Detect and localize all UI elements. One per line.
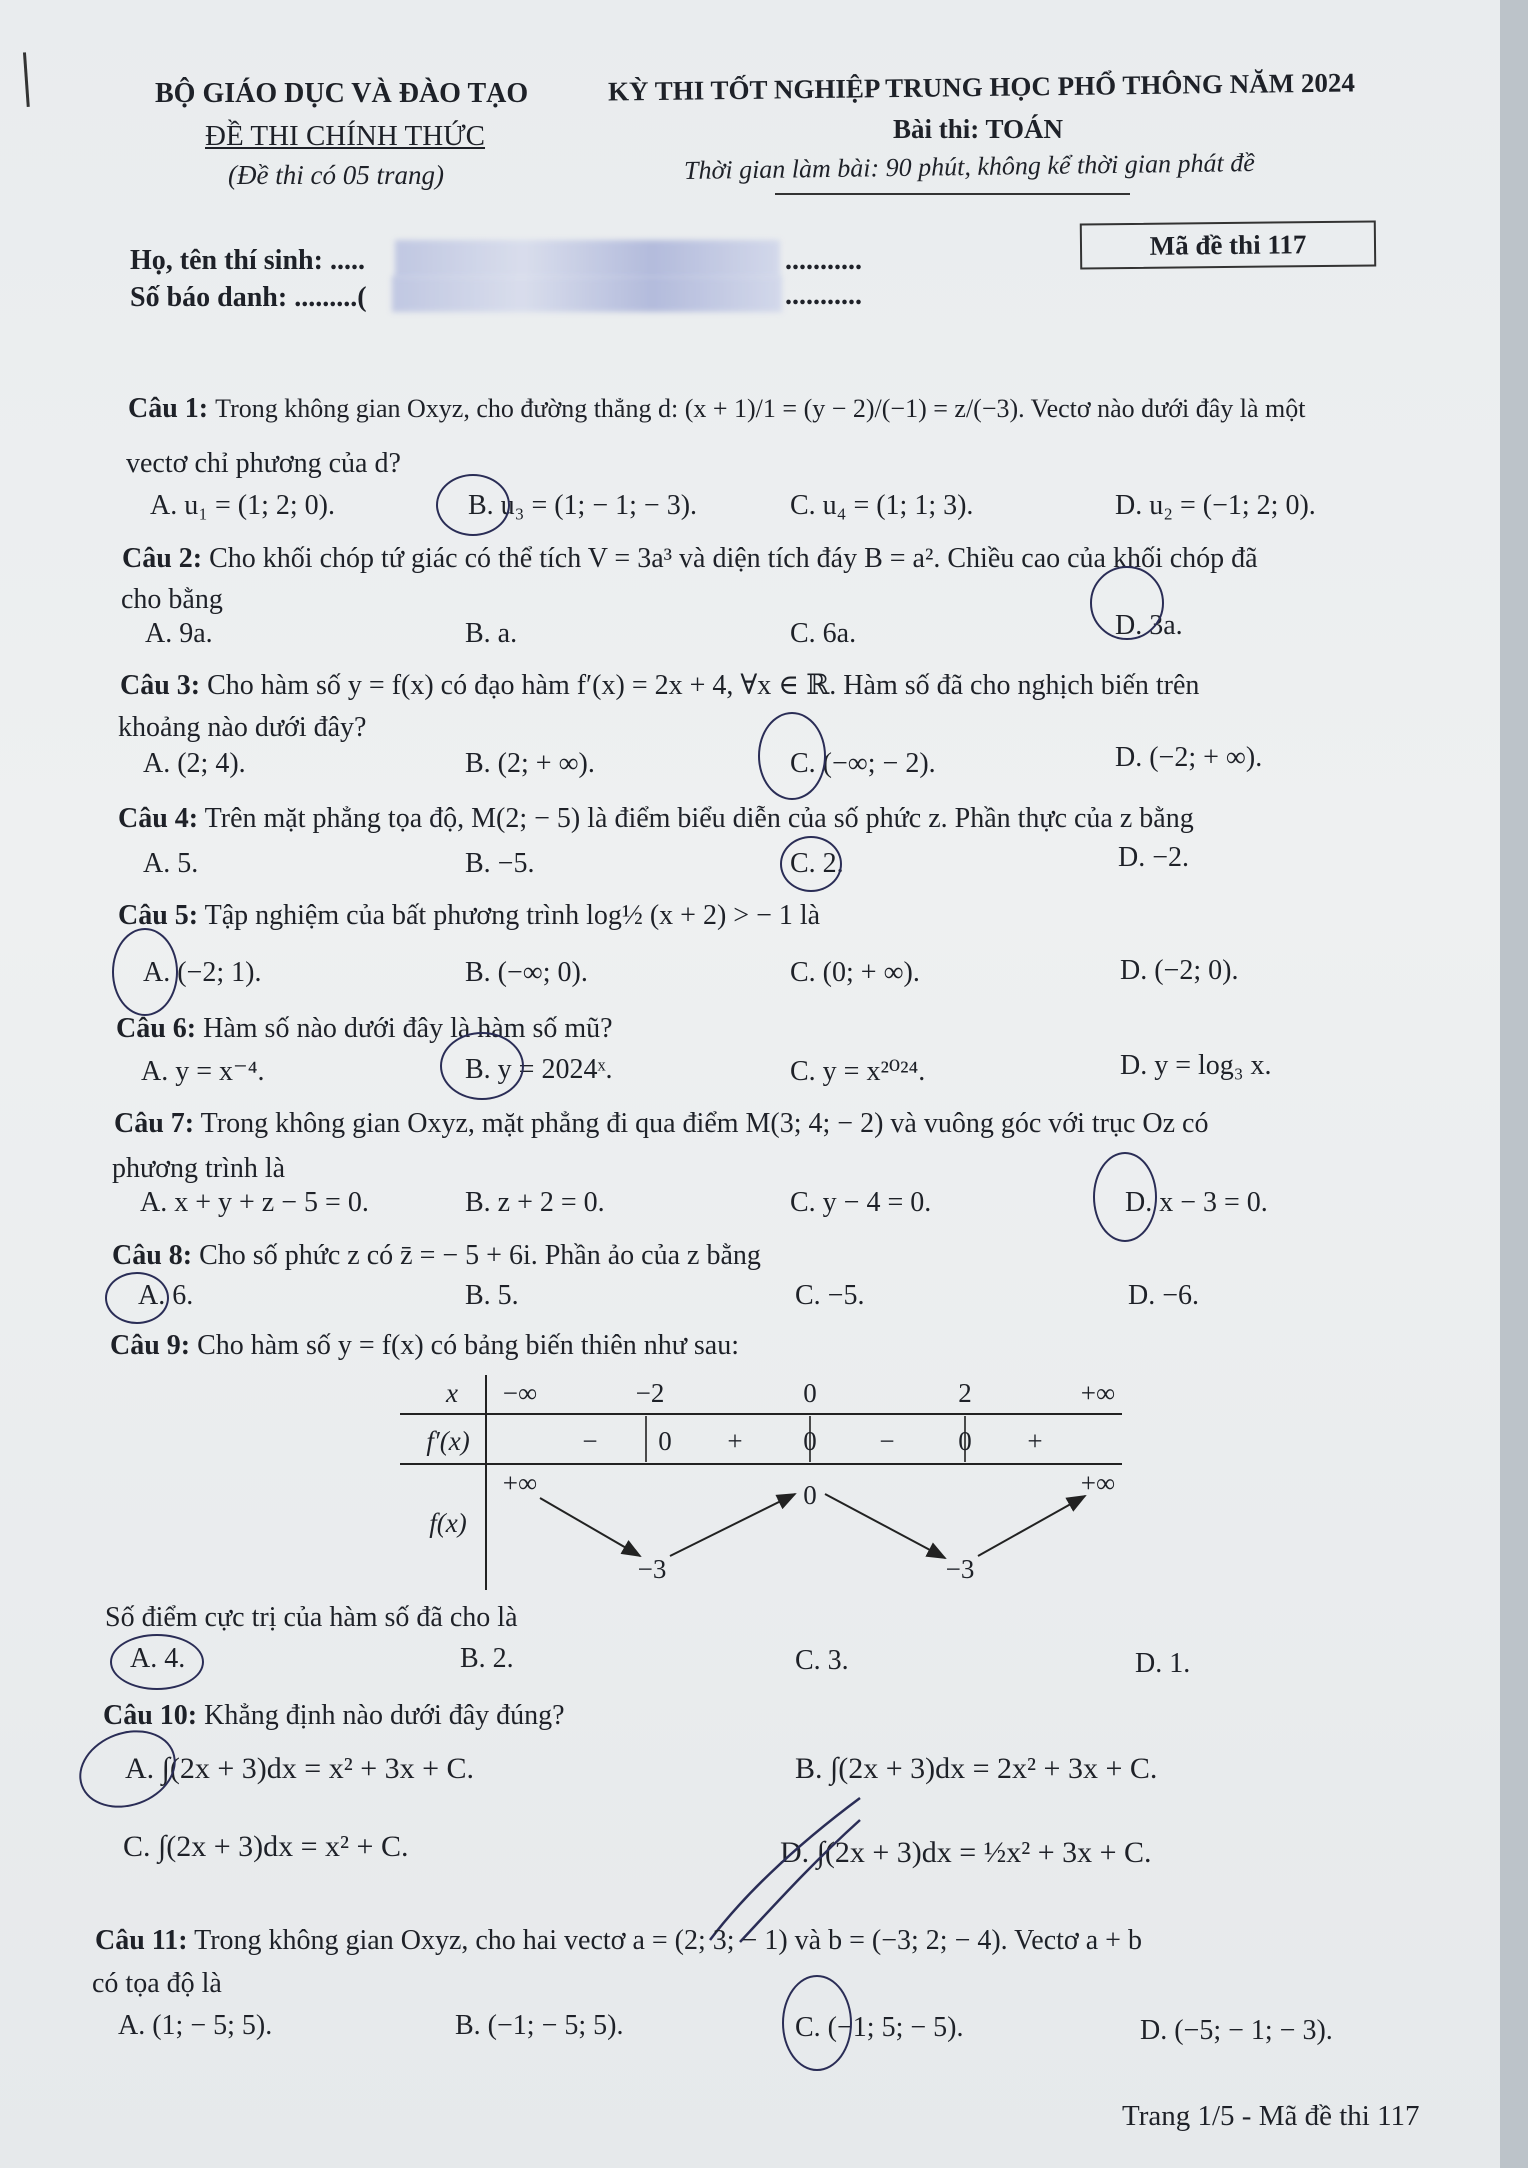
- header-rule: [775, 193, 1130, 195]
- exam-code-box: [1080, 220, 1376, 269]
- q9-option-a[interactable]: A. 4.: [130, 1643, 186, 1674]
- q6-option-d[interactable]: D. y = log₃ x.: [1120, 1050, 1272, 1081]
- name-dots-end: ...........: [785, 245, 862, 276]
- variation-table: [400, 1370, 1130, 1600]
- id-dots-end: ...........: [785, 280, 862, 311]
- table-fp-sign-4: +: [1027, 1426, 1043, 1456]
- q8-label: Câu 8:: [112, 1240, 193, 1271]
- q2-text2: cho bằng: [121, 584, 223, 615]
- table-f-min-2: −3: [945, 1554, 975, 1584]
- q9-text: Cho hàm số y = f(x) có bảng biến thiên như sau:: [197, 1330, 739, 1361]
- q2-label: Câu 2:: [122, 543, 203, 574]
- q5-text: Tập nghiệm của bất phương trình log½ (x + 2) > − 1 là: [204, 900, 821, 931]
- name-dots: .....: [329, 245, 365, 276]
- table-fp-sign-3: −: [879, 1426, 895, 1456]
- q3-option-b[interactable]: B. (2; + ∞).: [465, 748, 595, 779]
- name-label: Họ, tên thí sinh:: [130, 245, 330, 276]
- q3-text: Cho hàm số y = f(x) có đạo hàm f′(x) = 2x + 4, ∀x ∈ ℝ. Hàm số đã cho nghịch biến trên: [207, 670, 1200, 701]
- q2-option-d[interactable]: D. 3a.: [1115, 610, 1183, 641]
- q8-option-d[interactable]: D. −6.: [1128, 1280, 1200, 1311]
- table-f-label: f(x): [429, 1508, 467, 1538]
- q8-text: Cho số phức z có z̄ = − 5 + 6i. Phần ảo của z bằng: [199, 1240, 761, 1271]
- time-note: Thời gian làm bài: 90 phút, không kể thời gian phát đề: [683, 148, 1255, 185]
- question-10: [103, 1700, 565, 1732]
- question-6: [116, 1013, 613, 1045]
- answer-mark-q1: [436, 474, 510, 536]
- q9-label: Câu 9:: [110, 1330, 191, 1361]
- table-arrow-up-2: [978, 1496, 1085, 1556]
- q5-option-b[interactable]: B. (−∞; 0).: [465, 957, 588, 988]
- q3-option-c[interactable]: C. (−∞; − 2).: [790, 748, 936, 779]
- q4-label: Câu 4:: [118, 803, 199, 834]
- q11-option-d[interactable]: D. (−5; − 1; − 3).: [1140, 2015, 1333, 2046]
- ministry-name: BỘ GIÁO DỤC VÀ ĐÀO TẠO: [155, 78, 529, 109]
- q1-option-c[interactable]: C. u₄ = (1; 1; 3).: [790, 490, 974, 521]
- q11-option-a[interactable]: A. (1; − 5; 5).: [118, 2010, 273, 2041]
- answer-mark-q9: [110, 1634, 204, 1690]
- answer-mark-q10: [68, 1717, 186, 1820]
- q9-option-d[interactable]: D. 1.: [1135, 1648, 1191, 1679]
- exam-code: Mã đề thi 117: [1149, 229, 1307, 261]
- q11-option-c[interactable]: C. (−1; 5; − 5).: [795, 2012, 964, 2043]
- q4-text: Trên mặt phẳng tọa độ, M(2; − 5) là điểm biểu diễn của số phức z. Phần thực của z bằng: [204, 803, 1194, 834]
- q10-option-c[interactable]: C. ∫(2x + 3)dx = x² + C.: [123, 1830, 409, 1863]
- q1-option-b[interactable]: B. u₃ = (1; − 1; − 3).: [468, 490, 698, 521]
- q10-label: Câu 10:: [103, 1700, 198, 1731]
- table-x-neg-inf: −∞: [502, 1378, 538, 1408]
- q2-option-a[interactable]: A. 9a.: [145, 618, 213, 649]
- q8-option-b[interactable]: B. 5.: [465, 1280, 519, 1311]
- table-f-top-right: +∞: [1080, 1468, 1116, 1498]
- question-11: [95, 1925, 1142, 1957]
- answer-mark-q11: [782, 1975, 852, 2071]
- q10-text: Khẳng định nào dưới đây đúng?: [204, 1700, 565, 1731]
- table-x-2: 2: [958, 1378, 972, 1408]
- q11-option-b[interactable]: B. (−1; − 5; 5).: [455, 2010, 624, 2041]
- q5-label: Câu 5:: [118, 900, 199, 931]
- question-8: [112, 1240, 761, 1272]
- table-x-0: 0: [803, 1378, 817, 1408]
- table-f-min-1: −3: [637, 1554, 667, 1584]
- page-footer: Trang 1/5 - Mã đề thi 117: [1122, 2100, 1420, 2132]
- answer-mark-q4: [780, 836, 842, 892]
- subject: Bài thi: TOÁN: [893, 114, 1064, 144]
- question-9: [110, 1330, 739, 1362]
- redacted-name: [395, 240, 780, 278]
- q1-label: Câu 1:: [128, 393, 209, 424]
- q6-option-a[interactable]: A. y = x⁻⁴.: [141, 1056, 265, 1087]
- q7-label: Câu 7:: [114, 1108, 195, 1139]
- table-fp-zero-3: 0: [958, 1426, 972, 1456]
- table-arrow-down-2: [825, 1494, 945, 1558]
- answer-mark-q5: [112, 928, 178, 1016]
- q11-text: Trong không gian Oxyz, cho hai vectơ a = (2; 3; − 1) và b = (−3; 2; − 4). Vectơ a + b: [194, 1925, 1142, 1956]
- q6-text: Hàm số nào dưới đây là hàm số mũ?: [203, 1013, 613, 1044]
- q2-text: Cho khối chóp tứ giác có thể tích V = 3a³ và diện tích đáy B = a². Chiều cao của khối chóp đã: [209, 543, 1258, 574]
- q9-option-b[interactable]: B. 2.: [460, 1643, 514, 1674]
- table-fp-zero-2: 0: [803, 1426, 817, 1456]
- official-label: ĐỀ THI CHÍNH THỨC: [205, 120, 486, 152]
- table-fp-label: f′(x): [426, 1426, 470, 1456]
- q3-text2: khoảng nào dưới đây?: [118, 712, 367, 743]
- table-f-top-left: +∞: [502, 1468, 538, 1498]
- table-x-label: x: [446, 1378, 458, 1408]
- table-arrow-up-1: [670, 1494, 795, 1556]
- q1-text: Trong không gian Oxyz, cho đường thẳng d: (x + 1)/1 = (y − 2)/(−1) = z/(−3). Vectơ nào dưới đây là một: [215, 394, 1306, 423]
- q4-option-b[interactable]: B. −5.: [465, 848, 535, 879]
- q5-option-d[interactable]: D. (−2; 0).: [1120, 955, 1239, 986]
- q7-text: Trong không gian Oxyz, mặt phẳng đi qua điểm M(3; 4; − 2) và vuông góc với trục Oz có: [200, 1108, 1209, 1139]
- q3-label: Câu 3:: [120, 670, 201, 701]
- q9-after: Số điểm cực trị của hàm số đã cho là: [105, 1602, 518, 1633]
- table-x-minus2: −2: [635, 1378, 665, 1408]
- table-fp-sign-1: −: [582, 1426, 598, 1456]
- q7-option-b[interactable]: B. z + 2 = 0.: [465, 1187, 605, 1218]
- q5-option-a[interactable]: A. (−2; 1).: [143, 957, 262, 988]
- q4-option-a[interactable]: A. 5.: [143, 848, 199, 879]
- pages-note: (Đề thi có 05 trang): [228, 160, 444, 190]
- answer-mark-q6: [440, 1032, 524, 1100]
- q1-text2: vectơ chỉ phương của d?: [126, 448, 401, 479]
- table-fp-sign-2: +: [727, 1426, 743, 1456]
- q7-option-a[interactable]: A. x + y + z − 5 = 0.: [140, 1187, 369, 1218]
- id-label: Số báo danh:: [130, 282, 295, 313]
- question-5: [118, 900, 820, 932]
- q7-option-d[interactable]: D. x − 3 = 0.: [1125, 1187, 1268, 1218]
- q8-option-a[interactable]: A. 6.: [138, 1280, 194, 1311]
- table-arrow-down-1: [540, 1498, 640, 1556]
- margin-marker: |: [17, 40, 35, 108]
- q8-option-c[interactable]: C. −5.: [795, 1280, 865, 1311]
- q7-text2: phương trình là: [112, 1153, 286, 1184]
- name-row: [130, 245, 365, 277]
- question-3: [120, 668, 1199, 702]
- table-fp-zero-1: 0: [658, 1426, 672, 1456]
- exam-title: KỲ THI TỐT NGHIỆP TRUNG HỌC PHỔ THÔNG NĂM 2024: [607, 67, 1356, 107]
- q10-option-d[interactable]: D. ∫(2x + 3)dx = ½x² + 3x + C.: [780, 1836, 1152, 1869]
- q7-option-c[interactable]: C. y − 4 = 0.: [790, 1187, 932, 1218]
- redacted-id: [392, 276, 782, 312]
- q1-option-d[interactable]: D. u₂ = (−1; 2; 0).: [1115, 490, 1316, 521]
- table-f-max: 0: [803, 1480, 817, 1510]
- question-7: [114, 1108, 1208, 1140]
- q4-option-c[interactable]: C. 2.: [790, 848, 844, 879]
- answer-mark-q2: [1090, 566, 1164, 640]
- q3-option-a[interactable]: A. (2; 4).: [143, 748, 246, 779]
- q9-option-c[interactable]: C. 3.: [795, 1645, 849, 1676]
- q4-option-d[interactable]: D. −2.: [1118, 842, 1190, 873]
- table-x-pos-inf: +∞: [1080, 1378, 1116, 1408]
- q5-option-c[interactable]: C. (0; + ∞).: [790, 957, 920, 988]
- q2-option-c[interactable]: C. 6a.: [790, 618, 857, 649]
- q3-option-d[interactable]: D. (−2; + ∞).: [1115, 742, 1263, 773]
- answer-mark-q3: [758, 712, 826, 800]
- q6-label: Câu 6:: [116, 1013, 197, 1044]
- id-row: [130, 282, 367, 314]
- q6-option-c[interactable]: C. y = x²⁰²⁴.: [790, 1056, 926, 1087]
- question-4: [118, 803, 1194, 835]
- answer-mark-q7: [1093, 1152, 1157, 1242]
- q11-label: Câu 11:: [95, 1925, 188, 1956]
- q1-option-a[interactable]: A. u₁ = (1; 2; 0).: [150, 490, 335, 521]
- question-1: [128, 393, 1306, 425]
- q10-option-b[interactable]: B. ∫(2x + 3)dx = 2x² + 3x + C.: [795, 1752, 1158, 1785]
- q10-option-a[interactable]: A. ∫(2x + 3)dx = x² + 3x + C.: [125, 1752, 475, 1785]
- id-dots: .........(: [294, 282, 367, 313]
- question-2: [122, 543, 1258, 575]
- q6-option-b[interactable]: B. y = 2024ˣ.: [465, 1054, 613, 1085]
- q11-text2: có tọa độ là: [92, 1968, 222, 1999]
- answer-mark-q8: [105, 1272, 169, 1324]
- q2-option-b[interactable]: B. a.: [465, 618, 518, 649]
